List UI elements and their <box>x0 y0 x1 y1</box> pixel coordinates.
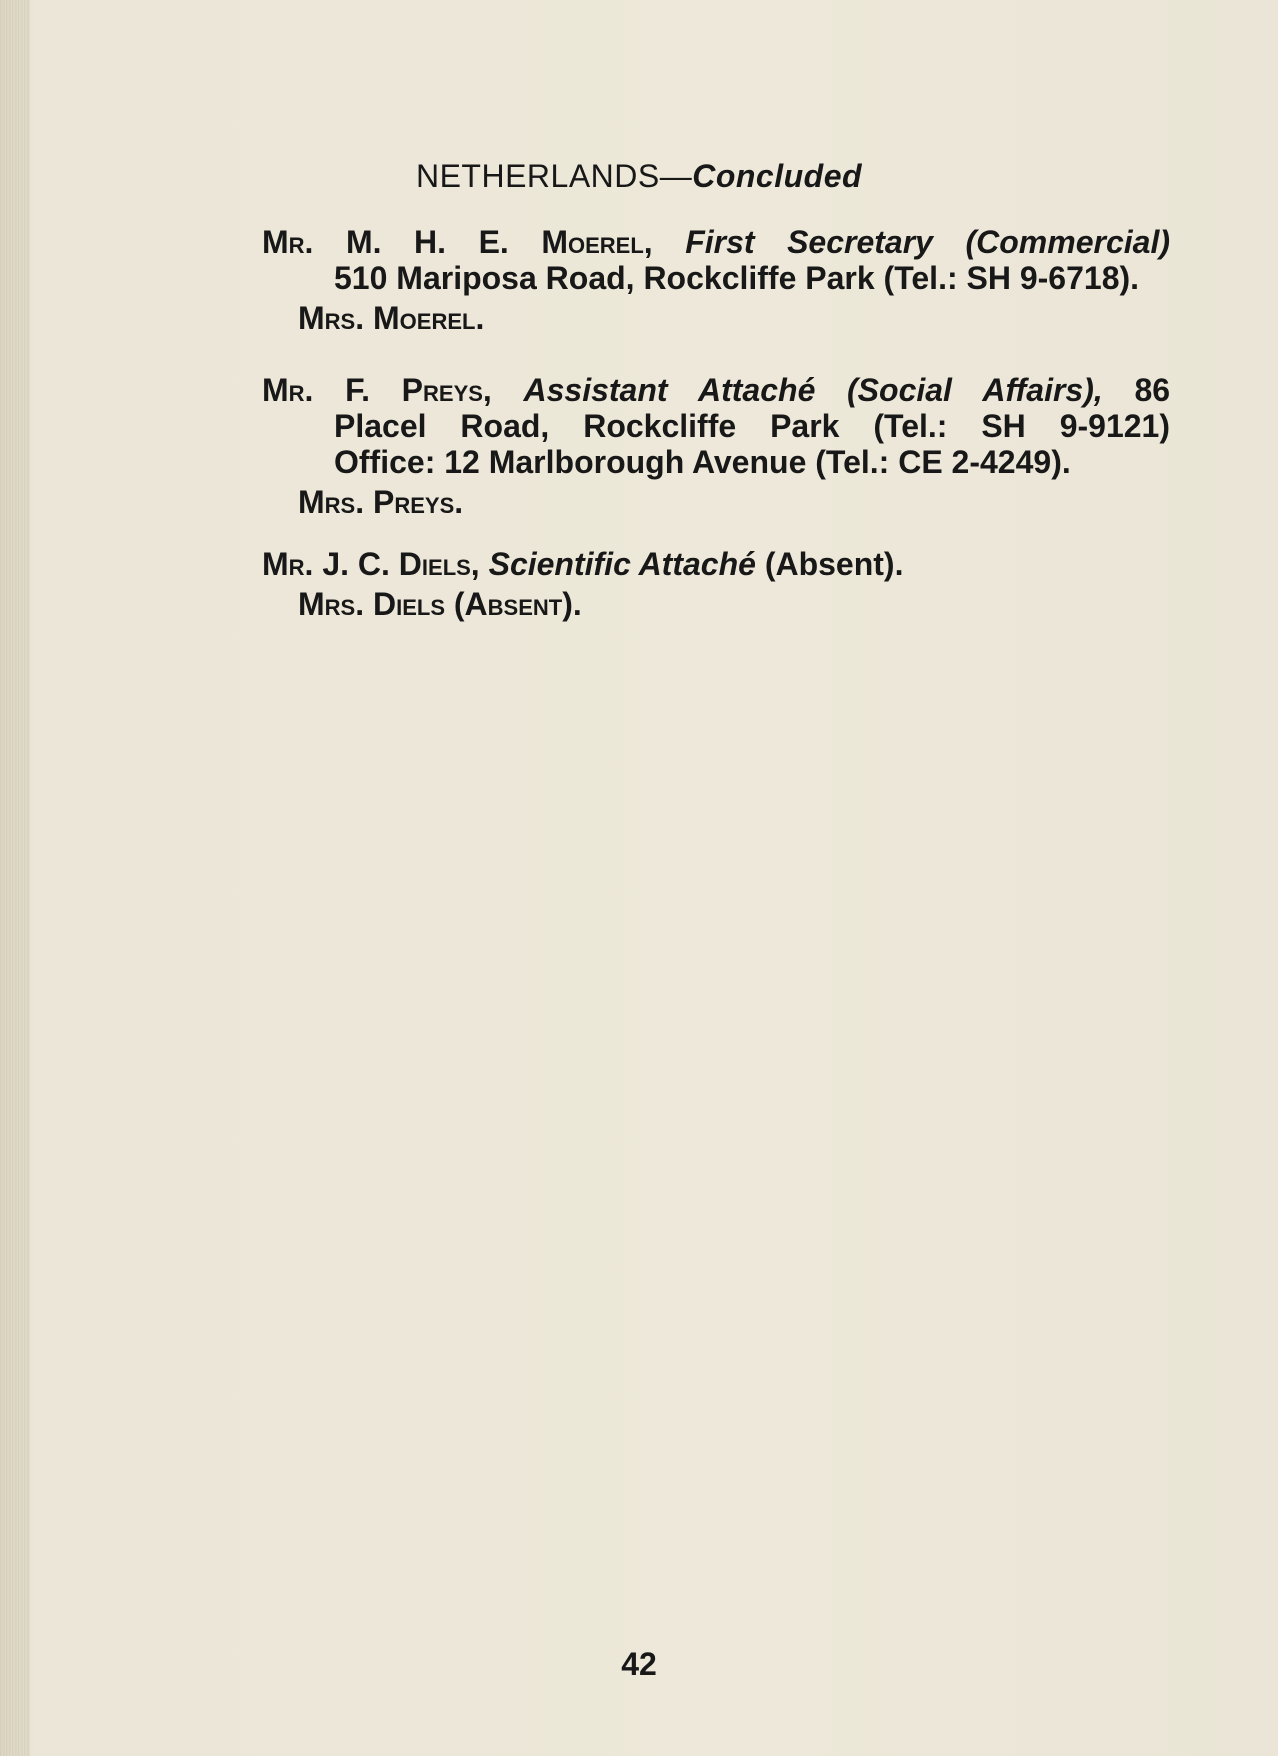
entry-preys <box>262 372 1170 520</box>
entry-status: (Absent). <box>764 546 904 582</box>
page-heading <box>0 158 1278 195</box>
entry-position-tail: 86 <box>1134 372 1171 408</box>
entry-first-line <box>262 372 1170 408</box>
page-number: 42 <box>621 1646 657 1682</box>
entry-name: J. C. Diels, <box>322 546 480 582</box>
heading-continuation: Concluded <box>692 158 863 194</box>
entry-address-line: 510 Mariposa Road, Rockcliffe Park (Tel.: SH 9-6718). <box>334 260 1140 296</box>
entry-title-prefix: Mr. <box>262 224 314 260</box>
entry-diels <box>262 546 1170 622</box>
entry-spouse <box>262 586 1170 622</box>
entry-spouse-text: Mrs. Diels (Absent). <box>298 586 582 622</box>
entry-name: F. Preys, <box>345 372 492 408</box>
entry-spouse: Mrs. Preys. <box>298 484 464 520</box>
entry-position: First Secretary (Commercial) <box>685 224 1170 260</box>
entry-moerel <box>262 224 1170 336</box>
entry-address-line: Placel Road, Rockcliffe Park (Tel.: SH 9-9121) <box>334 408 1170 444</box>
entry-spouse: Mrs. Moerel. <box>298 300 485 336</box>
entry-first-line <box>262 224 1170 260</box>
heading-dash: — <box>659 158 693 194</box>
entry-title-prefix: Mr. <box>262 372 314 408</box>
entry-position: Assistant Attaché (Social Affairs), <box>523 372 1103 408</box>
heading-country: NETHERLANDS <box>415 158 660 194</box>
entry-position: Scientific Attaché <box>488 546 756 582</box>
entry-first-line <box>262 546 1170 582</box>
page-binding-edge <box>0 0 30 1756</box>
entry-address-line: Office: 12 Marlborough Avenue (Tel.: CE 2-4249). <box>334 444 1071 480</box>
entry-title-prefix: Mr. <box>262 546 314 582</box>
entry-name: M. H. E. Moerel, <box>345 224 653 260</box>
